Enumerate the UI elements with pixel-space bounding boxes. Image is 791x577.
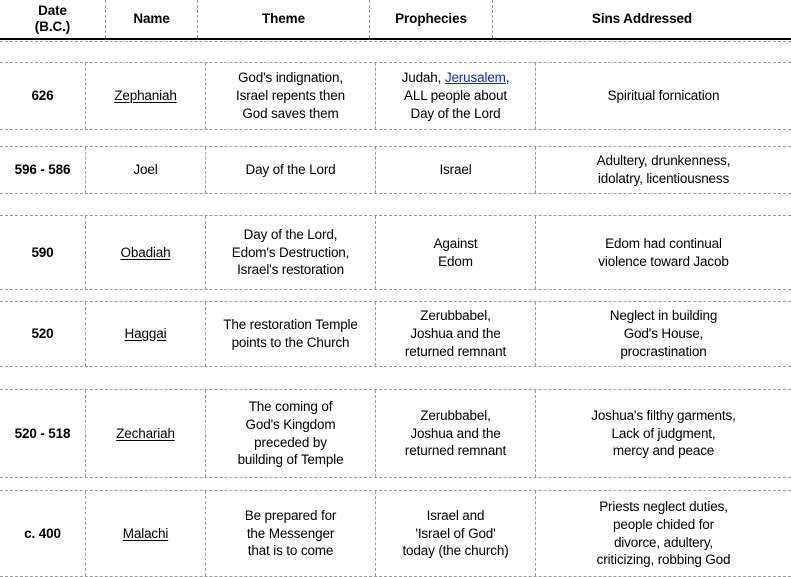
column-header-date-line1: Date [38, 3, 67, 19]
column-header-date [0, 0, 106, 38]
cell-date: 596 - 586 [14, 162, 71, 178]
cell-date: 590 [31, 244, 54, 260]
cell-theme: The restoration Temple points to the Church [206, 302, 376, 366]
table-row [0, 146, 791, 194]
cell-name[interactable] [85, 216, 206, 289]
table-row [0, 389, 791, 478]
table-row [0, 490, 791, 577]
cell-date: 520 - 518 [14, 425, 71, 441]
cell-sins-addressed: Neglect in building God's House, procrastination [609, 308, 718, 359]
prophet-name-text: Joel [133, 162, 158, 178]
cell-prophecies: Israel [376, 147, 536, 193]
cell-date: 626 [31, 88, 54, 104]
cell-prophecies[interactable]: Judah, Jerusalem, ALL people about Day of the Lord [376, 63, 536, 129]
cell-theme: Day of the Lord [206, 147, 376, 193]
cell-name[interactable] [85, 302, 206, 366]
cell-sins-addressed: Edom had continual violence toward Jacob [598, 235, 729, 269]
column-header-theme: Theme [198, 0, 370, 38]
prophet-name-link[interactable]: Obadiah [120, 244, 171, 260]
cell-sins-addressed: Joshua's filthy garments, Lack of judgment, mercy and peace [591, 407, 736, 459]
cell-sins-addressed: Adultery, drunkenness, idolatry, licentiousness [596, 153, 731, 186]
cell-name[interactable] [85, 63, 206, 129]
column-header-name: Name [106, 0, 198, 38]
column-header-prophecies: Prophecies [370, 0, 493, 38]
table-row [0, 301, 791, 367]
cell-theme: The coming of God's Kingdom preceded by building of Temple [206, 390, 376, 477]
table-row [0, 215, 791, 290]
cell-prophecies: Zerubbabel, Joshua and the returned remnant [376, 390, 536, 477]
cell-prophecies: Zerubbabel, Joshua and the returned remnant [376, 302, 536, 366]
table-header-row [0, 0, 791, 40]
prophet-name-link[interactable]: Haggai [124, 326, 167, 342]
cell-sins-addressed: Priests neglect duties, people chided for divorce, adultery, criticizing, robbing God [596, 498, 731, 568]
cell-date: c. 400 [24, 525, 61, 541]
table-row [0, 62, 791, 130]
cell-theme: Be prepared for the Messenger that is to come [206, 491, 376, 576]
cell-sins-addressed: Spiritual fornication [607, 88, 720, 104]
prophet-name-link[interactable]: Malachi [122, 525, 169, 541]
jerusalem-link[interactable]: Jerusalem [444, 70, 506, 86]
cell-name[interactable] [85, 390, 206, 477]
cell-prophecies: Against Edom [376, 216, 536, 289]
cell-theme: Day of the Lord, Edom's Destruction, Israel's restoration [206, 216, 376, 289]
cell-name [85, 147, 206, 193]
cell-name[interactable] [85, 491, 206, 576]
prophet-name-link[interactable]: Zechariah [116, 425, 175, 441]
column-header-date-line2: (B.C.) [34, 19, 71, 34]
cell-prophecies: Israel and 'Israel of God' today (the church) [376, 491, 536, 576]
cell-date: 520 [31, 326, 54, 342]
column-header-sins-addressed: Sins Addressed [591, 11, 693, 27]
header-divider [0, 41, 791, 42]
prophet-name-link[interactable]: Zephaniah [114, 88, 177, 104]
cell-theme: God's indignation, Israel repents then God saves them [206, 63, 376, 129]
